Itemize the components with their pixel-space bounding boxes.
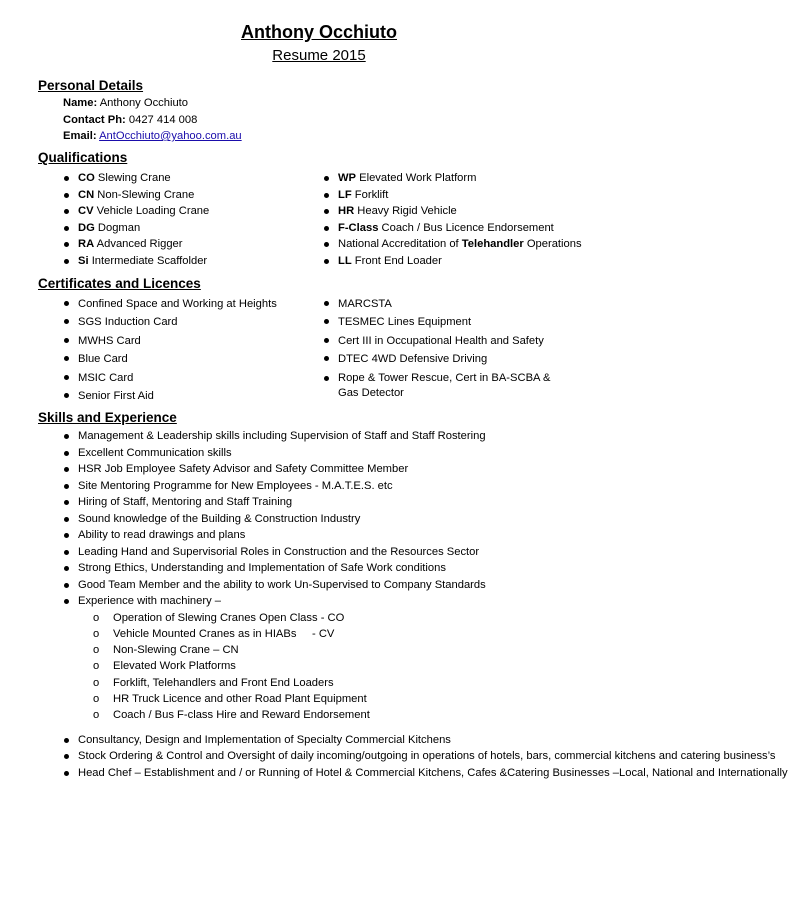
name-value: Anthony Occhiuto bbox=[99, 97, 189, 109]
list-item: o Non-Slewing Crane – CN bbox=[93, 644, 239, 657]
certificates-heading: Certificates and Licences bbox=[38, 276, 201, 291]
list-item: MSIC Card bbox=[63, 369, 313, 387]
list-item: CN Non-Slewing Crane bbox=[63, 187, 313, 204]
list-item: Confined Space and Working at Heights bbox=[63, 295, 313, 313]
list-item: CO Slewing Crane bbox=[63, 170, 313, 187]
qualifications-right-list bbox=[323, 170, 623, 270]
list-item: Hiring of Staff, Mentoring and Staff Training bbox=[63, 494, 603, 511]
name-line bbox=[63, 95, 188, 111]
list-item: DTEC 4WD Defensive Driving bbox=[323, 350, 571, 368]
list-item: SGS Induction Card bbox=[63, 313, 313, 331]
qualifications-heading: Qualifications bbox=[38, 150, 128, 165]
list-item: Good Team Member and the ability to work Un-Supervised to Company Standards bbox=[63, 577, 603, 594]
list-item: Senior First Aid bbox=[63, 387, 313, 405]
list-item: o Vehicle Mounted Cranes as in HIABs - CV bbox=[93, 627, 335, 640]
list-item: Sound knowledge of the Building & Construction Industry bbox=[63, 511, 603, 528]
list-item: Stock Ordering & Control and Oversight of daily incoming/outgoing in operations of hotels, bars, commercial kitchens and catering business’s bbox=[63, 748, 603, 765]
list-item: Excellent Communication skills bbox=[63, 445, 603, 462]
list-item: LF Forklift bbox=[323, 187, 623, 204]
list-item: o Coach / Bus F-class Hire and Reward Endorsement bbox=[93, 709, 370, 722]
phone-label: Contact Ph: bbox=[63, 114, 126, 126]
machinery-sublist bbox=[93, 610, 603, 724]
resume-subtitle: Resume 2015 bbox=[272, 47, 366, 64]
list-item: RA Advanced Rigger bbox=[63, 236, 313, 253]
list-item: o Forklift, Telehandlers and Front End Loaders bbox=[93, 676, 334, 689]
list-item: Leading Hand and Supervisorial Roles in Construction and the Resources Sector bbox=[63, 544, 603, 561]
list-item: o Operation of Slewing Cranes Open Class - CO bbox=[93, 611, 345, 624]
phone-value: 0427 414 008 bbox=[128, 114, 198, 126]
email-link[interactable]: AntOcchiuto@yahoo.com.au bbox=[99, 130, 242, 142]
list-item: LL Front End Loader bbox=[323, 253, 623, 270]
list-item: DG Dogman bbox=[63, 220, 313, 237]
qualifications-left-list bbox=[63, 170, 313, 270]
list-item: Blue Card bbox=[63, 350, 313, 368]
list-item: Head Chef – Establishment and / or Running of Hotel & Commercial Kitchens, Cafes &Catering Businesses –Local, National and Internationally bbox=[63, 765, 603, 782]
list-item: HSR Job Employee Safety Advisor and Safety Committee Member bbox=[63, 461, 603, 478]
list-item: WP Elevated Work Platform bbox=[323, 170, 623, 187]
list-item: o HR Truck Licence and other Road Plant Equipment bbox=[93, 692, 367, 705]
list-item: CV Vehicle Loading Crane bbox=[63, 203, 313, 220]
list-item: TESMEC Lines Equipment bbox=[323, 313, 571, 331]
list-item: F-Class Coach / Bus Licence Endorsement bbox=[323, 220, 623, 237]
list-item: Consultancy, Design and Implementation of Specialty Commercial Kitchens bbox=[63, 732, 603, 749]
skills-list bbox=[63, 428, 788, 781]
list-item: Si Intermediate Scaffolder bbox=[63, 253, 313, 270]
list-item: HR Heavy Rigid Vehicle bbox=[323, 203, 623, 220]
list-item: MARCSTA bbox=[323, 295, 571, 313]
certificates-left-list bbox=[63, 295, 313, 405]
list-item: Cert III in Occupational Health and Safety bbox=[323, 332, 571, 350]
email-line bbox=[63, 128, 242, 144]
personal-details-heading: Personal Details bbox=[38, 78, 144, 93]
email-label: Email: bbox=[63, 130, 97, 142]
certificates-right-list bbox=[323, 295, 571, 401]
name-label: Name: bbox=[63, 97, 98, 109]
list-item: o Elevated Work Platforms bbox=[93, 660, 236, 673]
list-item bbox=[63, 593, 603, 724]
resume-name-title: Anthony Occhiuto bbox=[241, 22, 397, 42]
list-item: Site Mentoring Programme for New Employees - M.A.T.E.S. etc bbox=[63, 478, 603, 495]
list-item: National Accreditation of Telehandler Operations bbox=[323, 236, 623, 253]
skills-heading: Skills and Experience bbox=[38, 410, 177, 425]
machinery-label: Experience with machinery – bbox=[78, 595, 222, 607]
list-item: Rope & Tower Rescue, Cert in BA-SCBA & Gas Detector bbox=[323, 369, 571, 401]
list-item: Strong Ethics, Understanding and Implementation of Safe Work conditions bbox=[63, 560, 603, 577]
list-item: Management & Leadership skills including Supervision of Staff and Staff Rostering bbox=[63, 428, 603, 445]
list-item: MWHS Card bbox=[63, 332, 313, 350]
list-item: Ability to read drawings and plans bbox=[63, 527, 603, 544]
phone-line bbox=[63, 112, 197, 128]
